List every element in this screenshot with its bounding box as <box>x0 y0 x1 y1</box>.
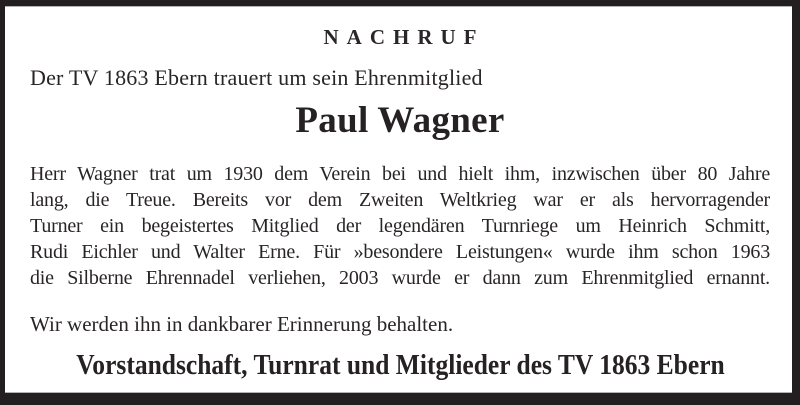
body-line: Herr Wagner trat um 1930 dem Verein bei und hielt ihm, inzwischen über 80 Jahre <box>30 163 770 185</box>
obituary-notice <box>5 6 792 393</box>
notice-signature: Vorstandschaft, Turnrat und Mitglieder des TV 1863 Ebern <box>75 349 725 381</box>
notice-kicker: NACHRUF <box>323 25 485 49</box>
notice-closing-line: Wir werden ihn in dankbarer Erinnerung behalten. <box>30 312 454 336</box>
notice-signature-row <box>30 348 770 382</box>
notice-body-paragraph <box>30 161 770 291</box>
body-line: Rudi Eichler und Walter Erne. Für »besondere Leistungen« wurde ihm schon 1963 <box>30 241 770 263</box>
notice-intro-line: Der TV 1863 Ebern trauert um sein Ehrenmitglied <box>30 65 483 90</box>
deceased-name-heading: Paul Wagner <box>295 100 505 141</box>
body-line: die Silberne Ehrennadel verliehen, 2003 wurde er dann zum Ehrenmitglied ernannt. <box>30 267 770 289</box>
body-line: Turner ein begeistertes Mitglied der legendären Turnriege um Heinrich Schmitt, <box>30 215 770 237</box>
body-line: lang, die Treue. Bereits vor dem Zweiten Weltkrieg war er als hervorragender <box>30 189 770 211</box>
